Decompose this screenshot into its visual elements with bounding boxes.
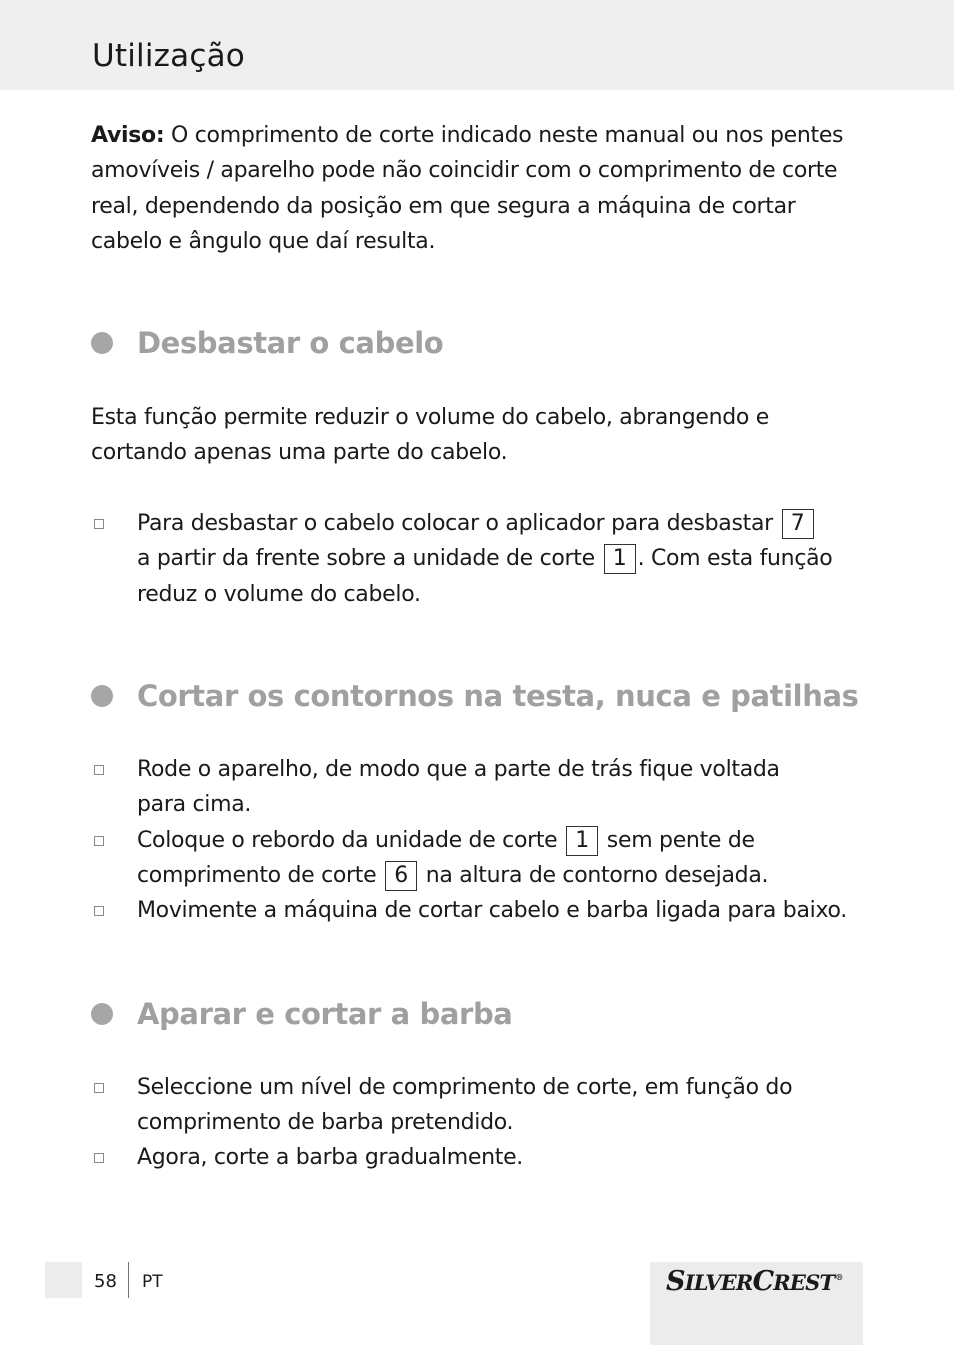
reference-number: 7 bbox=[782, 509, 814, 539]
checkbox-bullet-icon bbox=[94, 765, 104, 775]
checkbox-bullet-icon bbox=[94, 1153, 104, 1163]
page-number: 58 bbox=[94, 1271, 117, 1292]
bullet-dot-icon bbox=[91, 332, 113, 354]
checkbox-bullet-icon bbox=[94, 906, 104, 916]
warning-text-line: real, dependendo da posição em que segura a máquina de cortar bbox=[91, 193, 796, 219]
checkbox-bullet-icon bbox=[94, 836, 104, 846]
warning-text-line: cabelo e ângulo que daí resulta. bbox=[91, 228, 436, 254]
section-heading-barba: Aparar e cortar a barba bbox=[91, 994, 891, 1034]
list-item: Rode o aparelho, de modo que a parte de trás fique voltada para cima. bbox=[91, 752, 881, 823]
footer-divider bbox=[128, 1262, 129, 1298]
page-title: Utilização bbox=[92, 38, 245, 74]
reference-number: 6 bbox=[385, 861, 417, 891]
bullet-dot-icon bbox=[91, 685, 113, 707]
list-item: Seleccione um nível de comprimento de corte, em função do comprimento de barba pretendido. bbox=[91, 1070, 881, 1141]
bullet-dot-icon bbox=[91, 1003, 113, 1025]
warning-paragraph bbox=[91, 118, 881, 259]
checkbox-bullet-icon bbox=[94, 519, 104, 529]
list-item: Coloque o rebordo da unidade de corte 1 sem pente de comprimento de corte 6 na altura de contorno desejada. bbox=[91, 823, 881, 894]
warning-label: Aviso: bbox=[91, 123, 165, 148]
section-heading-desbastar: Desbastar o cabelo bbox=[91, 323, 891, 363]
language-code: PT bbox=[142, 1272, 163, 1292]
section1-intro: Esta função permite reduzir o volume do cabelo, abrangendo e cortando apenas uma parte do cabelo. bbox=[91, 405, 769, 466]
list-item: Movimente a máquina de cortar cabelo e barba ligada para baixo. bbox=[91, 893, 881, 928]
brand-logo: SILVERCREST® bbox=[666, 1266, 843, 1297]
checkbox-bullet-icon bbox=[94, 1083, 104, 1093]
reference-number: 1 bbox=[604, 544, 636, 574]
reference-number: 1 bbox=[566, 826, 598, 856]
footer-marker-box bbox=[45, 1262, 82, 1298]
warning-text-line: O comprimento de corte indicado neste manual ou nos pentes bbox=[164, 123, 844, 148]
section-heading-contornos: Cortar os contornos na testa, nuca e patilhas bbox=[91, 676, 891, 716]
warning-text-line: amovíveis / aparelho pode não coincidir com o comprimento de corte bbox=[91, 158, 838, 184]
list-item: Para desbastar o cabelo colocar o aplicador para desbastar 7 a partir da frente sobre a unidade de corte 1 . Com esta função reduz o volume do cabelo. bbox=[91, 506, 881, 612]
list-item: Agora, corte a barba gradualmente. bbox=[91, 1140, 881, 1175]
